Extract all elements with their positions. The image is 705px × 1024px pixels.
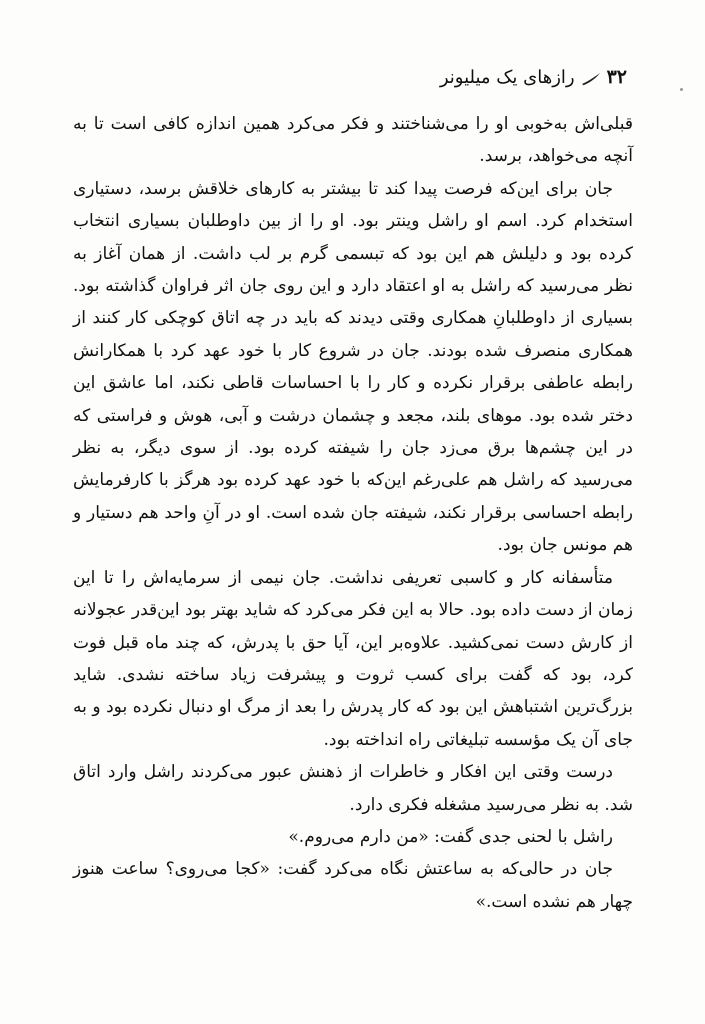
paragraph: متأسفانه کار و کاسبی تعریفی نداشت. جان نیمی از سرمایه‌اش را تا این زمان از دست داده بود. حالا به این فکر می‌کرد که شاید بهتر بود این‌قدر عجولانه از کارش دست نمی‌کشید. علاوه‌بر این، آیا حق با پدرش، که چند ماه قبل فوت کرد، بود که گفت برای کسب ثروت و پیشرفت زیاد ساخته نشدی. شاید بزرگ‌ترین اشتباهش این بود که کار پدرش را بعد از مرگ او دنبال نکرده بود و به جای آن یک مؤسسه تبلیغاتی راه انداخته بود. xyxy=(73,567,633,750)
quill-icon xyxy=(581,70,601,84)
paragraph: درست وقتی این افکار و خاطرات از ذهنش عبور می‌کردند راشل وارد اتاق شد. به نظر می‌رسید مشغله فکری دارد. xyxy=(73,762,633,815)
page-number: ۳۲ xyxy=(606,66,627,88)
page-header xyxy=(120,62,627,92)
dialogue-line: جان در حالی‌که به ساعتش نگاه می‌کرد گفت: «کجا می‌روی؟ ساعت هنوز چهار هم نشده است.» xyxy=(73,859,633,912)
book-title: رازهای یک میلیونر xyxy=(439,66,575,88)
page-speck xyxy=(680,88,683,91)
paragraph-continued: قبلی‌اش به‌خوبی او را می‌شناختند و فکر می‌کرد همین اندازه کافی است تا به آنچه می‌خواهد، برسد. xyxy=(73,114,633,167)
paragraph: جان برای این‌که فرصت پیدا کند تا بیشتر به کارهای خلاقش برسد، دستیاری استخدام کرد. اسم او راشل وینتر بود. او را از بین داوطلبان بسیاری انتخاب کرده بود و دلیلش هم این بود که تبسمی گرم بر لب داشت. از همان آغاز به نظر می‌رسید که راشل به او اعتقاد دارد و این روی جان اثر فراوان گذاشته بود. بسیاری از داوطلبانِ همکاری وقتی دیدند که باید در چه اتاق کوچکی کار کنند از همکاری منصرف شده بودند. جان در شروع کار با خود عهد کرد با همکارانش رابطه عاطفی برقرار نکرده و کار را با احساسات قاطی نکند، اما عاشق این دختر شده بود. موهای بلند، مجعد و چشمان درشت و آبی، هوش و فراستی که در این چشم‌ها برق می‌زد جان را شیفته کرده بود. از سوی دیگر، به نظر می‌رسید که راشل هم علی‌رغم این‌که با خود عهد کرده بود هرگز با کارفرمایش رابطه احساسی برقرار نکند، شیفته جان شده است. او در آنِ واحد هم دستیار و هم مونس جان بود. xyxy=(73,178,633,556)
page-body xyxy=(73,108,633,918)
dialogue-line: راشل با لحنی جدی گفت: «من دارم می‌روم.» xyxy=(288,826,613,847)
